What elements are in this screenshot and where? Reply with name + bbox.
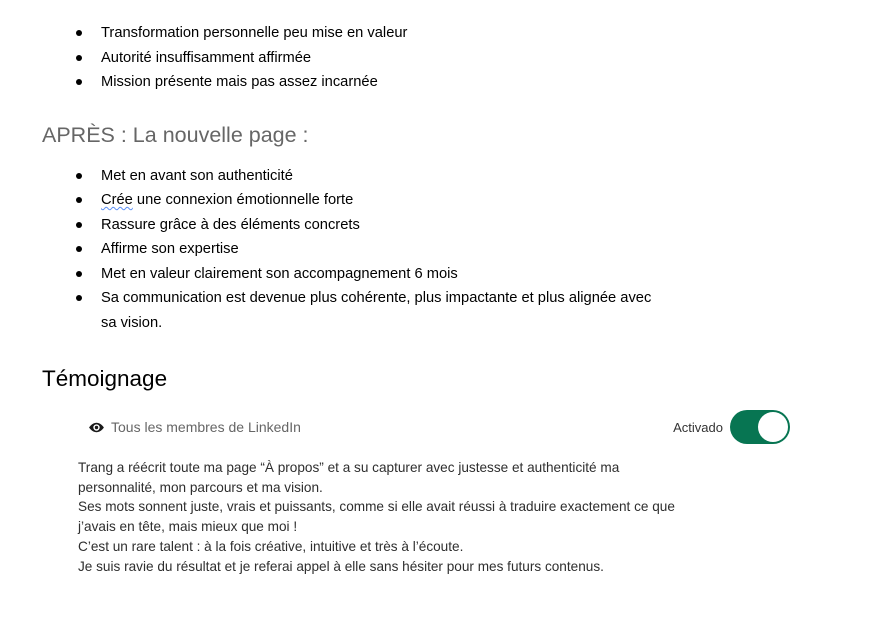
bullet-item: Rassure grâce à des éléments concrets (101, 213, 871, 238)
toggle-knob (758, 412, 788, 442)
visibility-toggle[interactable] (730, 410, 790, 444)
testimonial-line: Trang a réécrit toute ma page “À propos” et a su capturer avec justesse et authenticité ma (78, 460, 620, 475)
testimonial-line: Je suis ravie du résultat et je referai appel à elle sans hésiter pour mes futurs contenus. (78, 558, 604, 574)
linkedin-visibility-embed (78, 410, 790, 576)
testimonial-line: Ses mots sonnent juste, vrais et puissants, comme si elle avait réussi à traduire exactement ce que (78, 499, 675, 515)
visibility-label: Tous les membres de LinkedIn (111, 419, 301, 435)
eye-icon (88, 419, 105, 436)
bullet-item: Autorité insuffisamment affirmée (101, 46, 871, 71)
testimonial-line: C’est un rare talent : à la fois créative, intuitive et très à l’écoute. (78, 538, 464, 554)
after-improvements-list (0, 164, 871, 336)
bullet-item-line: sa vision. (101, 314, 163, 331)
testimonial-text (78, 458, 790, 576)
toggle-state-label: Activado (673, 419, 723, 435)
temoignage-heading: Témoignage (42, 366, 168, 391)
bullet-item: Transformation personnelle peu mise en valeur (101, 21, 871, 46)
bullet-item: Met en avant son authenticité (101, 164, 871, 189)
testimonial-line: j’avais en tête, mais mieux que moi ! (78, 519, 298, 535)
apres-heading: APRÈS : La nouvelle page : (42, 122, 309, 147)
bullet-item: Met en valeur clairement son accompagnement 6 mois (101, 262, 871, 287)
testimonial-line: personnalité, mon parcours et ma vision. (78, 479, 323, 495)
before-issues-list (0, 21, 871, 95)
bullet-item-line: Sa communication est devenue plus cohérente, plus impactante et plus alignée avec (101, 290, 652, 306)
visibility-row (78, 410, 790, 444)
bullet-item-text: une connexion émotionnelle forte (132, 192, 354, 208)
bullet-item: Affirme son expertise (101, 237, 871, 262)
bullet-item: Mission présente mais pas assez incarnée (101, 70, 871, 95)
spellcheck-flagged-word: Crée (101, 192, 133, 208)
bullet-item (101, 286, 871, 335)
bullet-item (101, 188, 871, 213)
